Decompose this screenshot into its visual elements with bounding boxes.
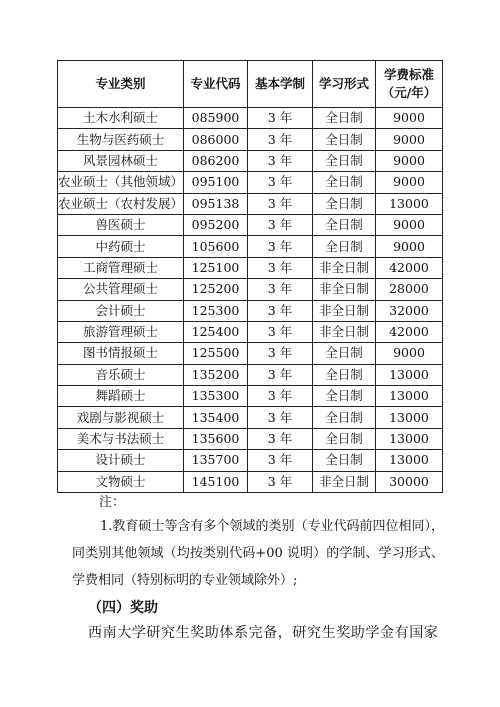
mode-cell: 全日制 (313, 386, 376, 407)
mode-cell: 全日制 (313, 236, 376, 257)
category-cell: 风景园林硕士 (58, 150, 184, 171)
table-row (58, 172, 443, 193)
table-row (58, 257, 443, 278)
fee-cell: 9000 (376, 343, 443, 364)
category-cell: 舞蹈硕士 (58, 386, 184, 407)
mode-cell: 全日制 (313, 108, 376, 129)
category-cell: 土木水利硕士 (58, 108, 184, 129)
header-duration: 基本学制 (248, 61, 313, 108)
note-heading: 注： (99, 495, 126, 510)
fee-cell: 13000 (376, 386, 443, 407)
category-cell: 图书情报硕士 (58, 343, 184, 364)
code-cell: 125500 (184, 343, 248, 364)
category-cell: 音乐硕士 (58, 364, 184, 385)
table-row (58, 150, 443, 171)
header-category: 专业类别 (58, 61, 184, 108)
duration-cell: 3 年 (248, 108, 313, 129)
code-cell: 125100 (184, 257, 248, 278)
tuition-table (57, 60, 443, 493)
header-code: 专业代码 (184, 61, 248, 108)
category-cell: 设计硕士 (58, 450, 184, 471)
fee-cell: 9000 (376, 236, 443, 257)
header-row (58, 61, 443, 108)
category-cell: 农业硕士（其他领域） (58, 172, 184, 193)
category-cell: 戏剧与影视硕士 (58, 407, 184, 428)
category-cell: 会计硕士 (58, 300, 184, 321)
fee-cell: 42000 (376, 257, 443, 278)
fee-cell: 9000 (376, 150, 443, 171)
header-fee: 学费标准 （元/年） (376, 61, 443, 108)
mode-cell: 全日制 (313, 172, 376, 193)
fee-cell: 30000 (376, 471, 443, 492)
duration-cell: 3 年 (248, 172, 313, 193)
code-cell: 105600 (184, 236, 248, 257)
table-row (58, 343, 443, 364)
fee-cell: 42000 (376, 321, 443, 342)
code-cell: 135700 (184, 450, 248, 471)
code-cell: 085900 (184, 108, 248, 129)
code-cell: 135200 (184, 364, 248, 385)
category-cell: 中药硕士 (58, 236, 184, 257)
table-row (58, 450, 443, 471)
table-row (58, 386, 443, 407)
code-cell: 095200 (184, 214, 248, 235)
duration-cell: 3 年 (248, 386, 313, 407)
table-row (58, 279, 443, 300)
code-cell: 125200 (184, 279, 248, 300)
duration-cell: 3 年 (248, 364, 313, 385)
mode-cell: 非全日制 (313, 300, 376, 321)
code-cell: 135600 (184, 428, 248, 449)
table-row (58, 321, 443, 342)
table-row (58, 300, 443, 321)
mode-cell: 非全日制 (313, 257, 376, 278)
section-heading: （四）奖助 (88, 600, 158, 616)
duration-cell: 3 年 (248, 407, 313, 428)
duration-cell: 3 年 (248, 279, 313, 300)
duration-cell: 3 年 (248, 343, 313, 364)
fee-cell: 32000 (376, 300, 443, 321)
fee-cell: 9000 (376, 214, 443, 235)
fee-cell: 13000 (376, 364, 443, 385)
duration-cell: 3 年 (248, 150, 313, 171)
table-row (58, 471, 443, 492)
mode-cell: 全日制 (313, 364, 376, 385)
mode-cell: 全日制 (313, 214, 376, 235)
table-header (58, 61, 443, 108)
code-cell: 095100 (184, 172, 248, 193)
table-row (58, 236, 443, 257)
code-cell: 135300 (184, 386, 248, 407)
table-row (58, 193, 443, 214)
table-row (58, 214, 443, 235)
mode-cell: 非全日制 (313, 321, 376, 342)
fee-cell: 9000 (376, 129, 443, 150)
category-cell: 文物硕士 (58, 471, 184, 492)
code-cell: 135400 (184, 407, 248, 428)
duration-cell: 3 年 (248, 193, 313, 214)
fee-cell: 9000 (376, 108, 443, 129)
table-body (58, 108, 443, 493)
table-row (58, 428, 443, 449)
code-cell: 145100 (184, 471, 248, 492)
fee-cell: 13000 (376, 450, 443, 471)
code-cell: 125400 (184, 321, 248, 342)
mode-cell: 全日制 (313, 450, 376, 471)
table-row (58, 129, 443, 150)
fee-cell: 13000 (376, 407, 443, 428)
table-row (58, 407, 443, 428)
code-cell: 095138 (184, 193, 248, 214)
code-cell: 086000 (184, 129, 248, 150)
fee-cell: 9000 (376, 172, 443, 193)
mode-cell: 非全日制 (313, 279, 376, 300)
mode-cell: 全日制 (313, 343, 376, 364)
mode-cell: 全日制 (313, 428, 376, 449)
duration-cell: 3 年 (248, 428, 313, 449)
duration-cell: 3 年 (248, 471, 313, 492)
table-row (58, 108, 443, 129)
table-row (58, 364, 443, 385)
duration-cell: 3 年 (248, 214, 313, 235)
mode-cell: 非全日制 (313, 471, 376, 492)
duration-cell: 3 年 (248, 257, 313, 278)
body-paragraph: 西南大学研究生奖助体系完备，研究生奖助学金有国家 (88, 625, 439, 641)
duration-cell: 3 年 (248, 321, 313, 342)
code-cell: 125300 (184, 300, 248, 321)
note-text: 1.教育硕士等含有多个领域的类别（专业代码前四位相同），同类别其他领域（均按类别代码+00 说明）的学制、学习形式、学费相同（特别标明的专业领域除外）; (72, 519, 444, 588)
category-cell: 美术与书法硕士 (58, 428, 184, 449)
mode-cell: 全日制 (313, 150, 376, 171)
duration-cell: 3 年 (248, 450, 313, 471)
category-cell: 兽医硕士 (58, 214, 184, 235)
category-cell: 工商管理硕士 (58, 257, 184, 278)
fee-cell: 28000 (376, 279, 443, 300)
mode-cell: 全日制 (313, 129, 376, 150)
category-cell: 旅游管理硕士 (58, 321, 184, 342)
category-cell: 农业硕士（农村发展） (58, 193, 184, 214)
fee-cell: 13000 (376, 428, 443, 449)
header-mode: 学习形式 (313, 61, 376, 108)
duration-cell: 3 年 (248, 236, 313, 257)
category-cell: 生物与医药硕士 (58, 129, 184, 150)
mode-cell: 全日制 (313, 193, 376, 214)
fee-cell: 13000 (376, 193, 443, 214)
duration-cell: 3 年 (248, 129, 313, 150)
code-cell: 086200 (184, 150, 248, 171)
duration-cell: 3 年 (248, 300, 313, 321)
mode-cell: 全日制 (313, 407, 376, 428)
category-cell: 公共管理硕士 (58, 279, 184, 300)
